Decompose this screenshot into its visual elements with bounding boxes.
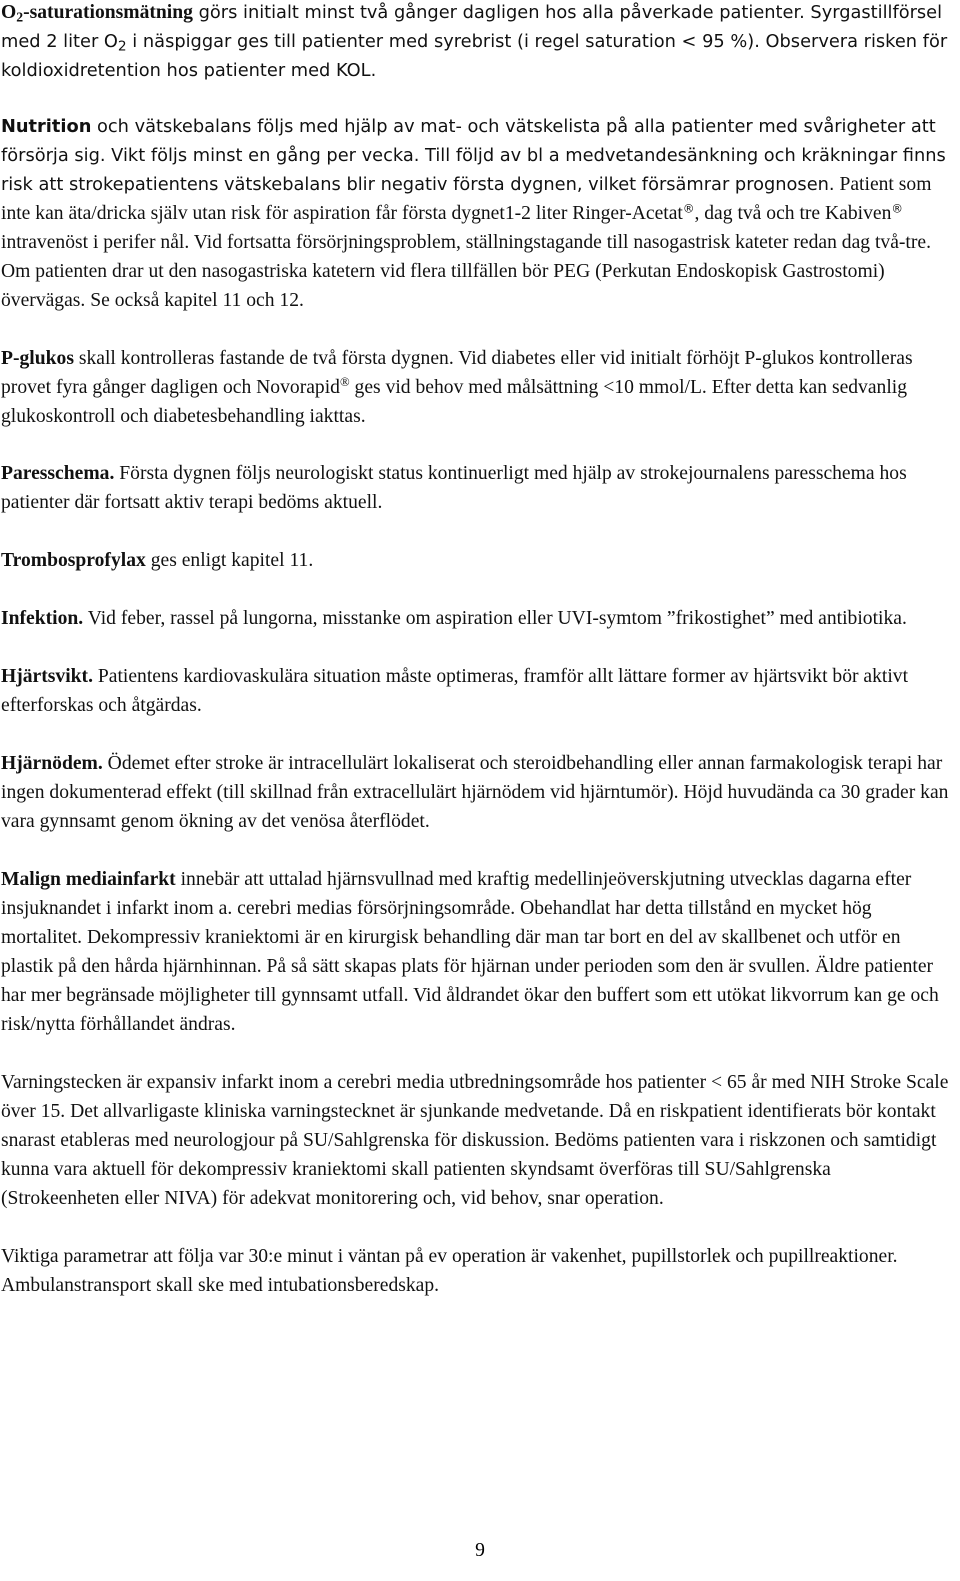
heading-p-glukos: P-glukos [1, 348, 74, 369]
paragraph-hjartsvikt: Hjärtsvikt. Patientens kardiovaskulära situation måste optimeras, framför allt lättare former av hjärtsvikt bör aktivt efterforskas och åtgärdas. [1, 666, 909, 716]
paragraph-varningstecken: Varningstecken är expansiv infarkt inom a cerebri media utbredningsområde hos patienter < 65 år med NIH Stroke Scale över 15. Det allvarligaste kliniska varningstecknet är sjunkande medvetande. Då en riskpatient identifierats bör kontakt snarast etableras med neurologjour på SU/Sahlgrenska för diskussion. Bedöms patienten vara i riskzonen och samtidigt kunna vara aktuell för dekompressiv kraniektomi skall patienten skyndsamt överföras till SU/Sahlgrenska (Strokeenheten eller NIVA) för adekvat monitorering och, vid behov, snar operation. [1, 1072, 949, 1209]
heading-malign-mediainfarkt: Malign mediainfarkt [1, 869, 176, 890]
paragraph-trombosprofylax: Trombosprofylax ges enligt kapitel 11. [1, 550, 314, 571]
paragraph-paresschema: Paresschema. Första dygnen följs neurologiskt status kontinuerligt med hjälp av strokejournalens paresschema hos patienter där fortsatt aktiv terapi bedöms aktuell. [1, 463, 907, 513]
heading-trombosprofylax: Trombosprofylax [1, 550, 146, 571]
paragraph-malign-mediainfarkt: Malign mediainfarkt innebär att uttalad hjärnsvullnad med kraftig medellinjeöverskjutning utvecklas dagarna efter insjuknandet i infarkt inom a. cerebri medias försörjningsområde. Obehandlat har detta tillstånd en mycket hög mortalitet. Dekompressiv kraniektomi är en kirurgisk behandling där man tar bort en del av skallbenet och utför en plastik på den hårda hjärnhinnan. På så sätt skapas plats för hjärnan under perioden som den är svullen. Äldre patienter har mer begränsade möjligheter till gynnsamt utfall. Vid åldrandet ökar den buffert som ett utökat likvorrum kan ge och risk/nytta förhållandet ändras. [1, 869, 939, 1035]
heading-o2-saturation: $O_2$-saturationsmätning [1, 2, 193, 25]
paragraph-infektion: Infektion. Vid feber, rassel på lungorna, misstanke om aspiration eller UVI-symtom ”frikostighet” med antibiotika. [1, 608, 907, 629]
paragraph-p-glukos: P-glukos skall kontrolleras fastande de två första dygnen. Vid diabetes eller vid initialt förhöjt P-glukos kontrolleras provet fyra gånger dagligen och Novorapid® ges vid behov med målsättning <10 mmol/L. Efter detta kan sedvanlig glukoskontroll och diabetesbehandling iakttas. [1, 348, 913, 427]
page-number: 9 [475, 1540, 485, 1561]
heading-nutrition: Nutrition [1, 116, 92, 137]
paragraph-viktiga-parametrar: Viktiga parametrar att följa var 30:e minut i väntan på ev operation är vakenhet, pupillstorlek och pupillreaktioner. Ambulanstransport skall ske med intubationsberedskap. [1, 1246, 898, 1296]
heading-infektion: Infektion. [1, 608, 84, 629]
heading-hjarnodem: Hjärnödem. [1, 753, 103, 774]
paragraph-nutrition: Nutrition och vätskebalans följs med hjälp av mat- och vätskelista på alla patienter med svårigheter att försörja sig. Vikt följs minst en gång per vecka. Till följd av bl a medvetandesänkning och kräkningar finns risk att strokepatientens vätskebalans blir negativ första dygnen, vilket försämrar prognosen. Patient som inte kan äta/dricka själv utan risk för aspiration får första dygnet1-2 liter Ringer-Acetat®, dag två och tre Kabiven® intravenöst i perifer nål. Vid fortsatta försörjningsproblem, ställningstagande till nasogastrisk kateter redan dag två-tre. Om patienten drar ut den nasogastriska katetern vid flera tillfällen bör PEG (Perkutan Endoskopisk Gastrostomi) övervägas. Se också kapitel 11 och 12. [1, 116, 946, 311]
heading-paresschema: Paresschema. [1, 463, 115, 484]
heading-hjartsvikt: Hjärtsvikt. [1, 666, 93, 687]
paragraph-hjarnodem: Hjärnödem. Ödemet efter stroke är intracellulärt lokaliserat och steroidbehandling eller annan farmakologisk terapi har ingen dokumenterad effekt (till skillnad från extracellulärt hjärnödem vid hjärntumör). Höjd huvudända ca 30 grader kan vara gynnsamt genom ökning av det venösa återflödet. [1, 753, 949, 832]
paragraph-o2-saturation: $O_2$-saturationsmätning görs initialt minst två gånger dagligen hos alla påverkade patienter. Syrgastillförsel med 2 liter $O_2$ i näspiggar ges till patienter med syrebrist (i regel saturation < 95 %). Observera risken för koldioxidretention hos patienter med KOL. [1, 2, 948, 81]
